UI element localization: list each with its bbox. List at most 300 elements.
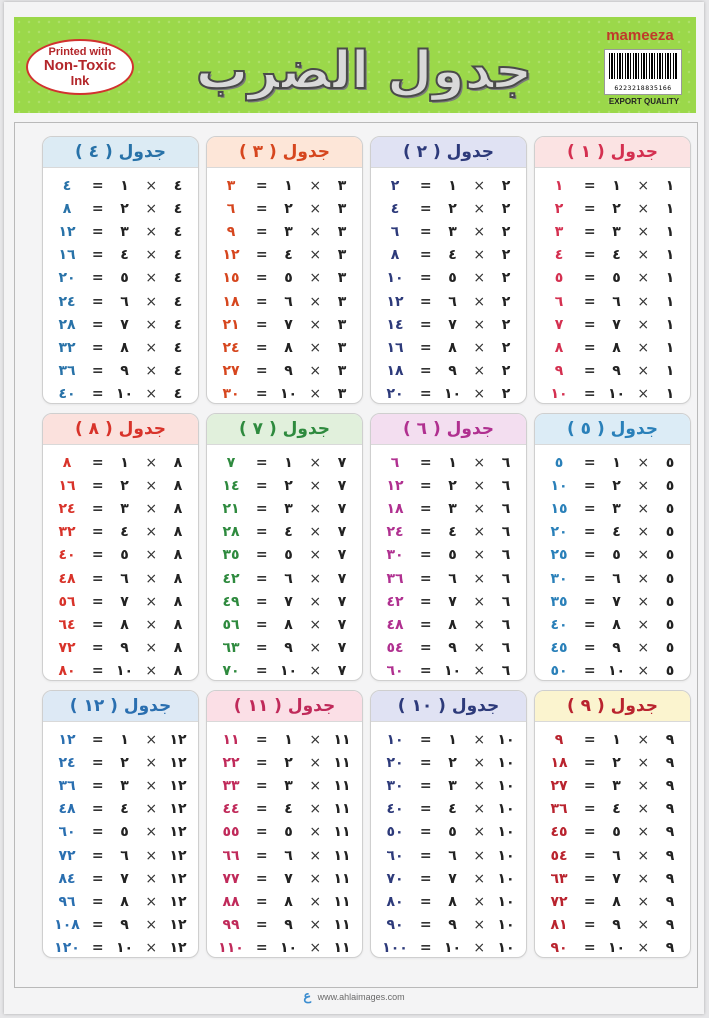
equals-sign: =: [419, 824, 432, 841]
times-sign: ×: [145, 477, 158, 494]
product: ٢٨: [222, 524, 240, 541]
multiplier: ٩: [612, 917, 621, 934]
table-title: جدول ( ١ ): [535, 137, 690, 168]
multiplier: ٤: [284, 247, 293, 264]
table-row: [381, 290, 516, 313]
multiplier: ٤: [612, 247, 621, 264]
table-row: [381, 751, 516, 774]
product: ٢٧: [550, 777, 568, 794]
multiplicand: ١١: [333, 940, 351, 957]
multiplier: ١٠: [279, 663, 298, 680]
badge-line-2: Non-Toxic: [43, 57, 117, 75]
table-title: جدول ( ٩ ): [535, 691, 690, 722]
multiplicand: ٥: [665, 524, 675, 541]
times-table-card: [370, 413, 527, 681]
equals-sign: =: [91, 339, 104, 356]
multiplicand: ١٠: [497, 754, 515, 771]
times-sign: ×: [473, 570, 486, 587]
multiplicand: ١: [665, 293, 675, 310]
multiplicand: ٩: [665, 917, 675, 934]
product: ٨٤: [58, 870, 76, 887]
table-row: [381, 774, 516, 797]
non-toxic-ink-badge: [26, 39, 134, 95]
multiplier: ٢: [284, 477, 293, 494]
table-row: [53, 290, 188, 313]
multiplier: ١٠: [443, 386, 462, 403]
table-row: [545, 497, 680, 520]
times-sign: ×: [309, 731, 322, 748]
multiplier: ٥: [120, 824, 129, 841]
multiplicand: ١٢: [169, 940, 187, 957]
multiplier: ٩: [284, 363, 293, 380]
table-row: [545, 544, 680, 567]
table-row: [217, 267, 352, 290]
multiplicand: ١: [665, 223, 675, 240]
times-sign: ×: [637, 293, 650, 310]
product: ٢٢: [222, 754, 240, 771]
times-table-card: [42, 413, 199, 681]
multiplier: ٣: [120, 500, 129, 517]
product: ٤٠: [386, 801, 404, 818]
multiplicand: ٤: [173, 363, 183, 380]
equals-sign: =: [583, 177, 596, 194]
multiplier: ٦: [284, 293, 293, 310]
multiplier: ٨: [284, 893, 293, 910]
multiplicand: ١: [665, 316, 675, 333]
table-title: جدول ( ١٢ ): [43, 691, 198, 722]
multiplicand: ٦: [501, 570, 511, 587]
table-row: [217, 220, 352, 243]
table-row: [53, 336, 188, 359]
multiplicand: ٢: [501, 270, 511, 287]
multiplicand: ١٠: [497, 824, 515, 841]
equals-sign: =: [255, 200, 268, 217]
times-sign: ×: [473, 477, 486, 494]
multiplier: ٥: [612, 270, 621, 287]
equals-sign: =: [91, 777, 104, 794]
table-row: [217, 613, 352, 636]
product: ٧: [226, 454, 236, 471]
table-row: [381, 937, 516, 958]
product: ٨٠: [58, 663, 76, 680]
multiplier: ٤: [120, 524, 129, 541]
table-row: [545, 474, 680, 497]
times-sign: ×: [145, 731, 158, 748]
export-quality-label: EXPORT QUALITY: [608, 97, 680, 106]
product: ١٨: [550, 754, 568, 771]
multiplier: ٤: [284, 801, 293, 818]
multiplier: ١٠: [607, 663, 626, 680]
product: ٦٤: [58, 616, 76, 633]
table-row: [53, 174, 188, 197]
multiplicand: ٥: [665, 593, 675, 610]
product: ٧٢: [550, 893, 568, 910]
multiplier: ١: [284, 177, 293, 194]
times-sign: ×: [309, 824, 322, 841]
multiplier: ٦: [284, 847, 293, 864]
table-row: [217, 174, 352, 197]
multiplier: ٨: [284, 616, 293, 633]
equals-sign: =: [255, 386, 268, 403]
product: ٣٦: [58, 363, 76, 380]
table-row: [217, 474, 352, 497]
multiplicand: ٩: [665, 824, 675, 841]
equals-sign: =: [583, 847, 596, 864]
multiplier: ٥: [448, 547, 457, 564]
multiplier: ٨: [448, 339, 457, 356]
equals-sign: =: [583, 870, 596, 887]
product: ٩: [554, 731, 564, 748]
times-sign: ×: [473, 316, 486, 333]
table-row: [381, 497, 516, 520]
table-row: [217, 774, 352, 797]
multiplicand: ٦: [501, 640, 511, 657]
times-table-card: [42, 690, 199, 958]
times-sign: ×: [145, 386, 158, 403]
product: ٤٩: [222, 593, 240, 610]
equals-sign: =: [583, 293, 596, 310]
product: ٤: [62, 177, 72, 194]
equals-sign: =: [91, 731, 104, 748]
times-sign: ×: [473, 200, 486, 217]
multiplicand: ٧: [337, 454, 347, 471]
times-sign: ×: [309, 500, 322, 517]
multiplicand: ٦: [501, 593, 511, 610]
equals-sign: =: [91, 524, 104, 541]
multiplicand: ٨: [173, 616, 183, 633]
equals-sign: =: [255, 777, 268, 794]
table-row: [545, 937, 680, 958]
product: ٦٦: [222, 847, 240, 864]
times-sign: ×: [145, 500, 158, 517]
multiplier: ٩: [120, 363, 129, 380]
times-sign: ×: [637, 500, 650, 517]
product: ٤٨: [386, 616, 404, 633]
equals-sign: =: [91, 270, 104, 287]
footer-url: www.ahlaimages.com: [317, 992, 405, 1002]
table-row: [381, 244, 516, 267]
product: ٢٤: [386, 524, 404, 541]
multiplicand: ٥: [665, 663, 675, 680]
multiplier: ١٠: [607, 386, 626, 403]
equals-sign: =: [91, 616, 104, 633]
product: ٨٠: [386, 893, 404, 910]
equals-sign: =: [91, 940, 104, 957]
multiplicand: ١١: [333, 847, 351, 864]
times-sign: ×: [309, 339, 322, 356]
times-sign: ×: [473, 339, 486, 356]
multiplicand: ٧: [337, 547, 347, 564]
table-row: [217, 914, 352, 937]
times-sign: ×: [473, 177, 486, 194]
times-sign: ×: [309, 316, 322, 333]
times-sign: ×: [473, 893, 486, 910]
times-sign: ×: [145, 339, 158, 356]
table-row: [545, 267, 680, 290]
table-row: [381, 867, 516, 890]
times-sign: ×: [309, 847, 322, 864]
times-sign: ×: [309, 270, 322, 287]
multiplicand: ٩: [665, 801, 675, 818]
multiplicand: ٩: [665, 940, 675, 957]
multiplicand: ١١: [333, 870, 351, 887]
table-row: [53, 660, 188, 681]
multiplicand: ٣: [337, 316, 347, 333]
multiplier: ٤: [448, 801, 457, 818]
times-sign: ×: [637, 640, 650, 657]
multiplicand: ٧: [337, 477, 347, 494]
table-row: [381, 197, 516, 220]
table-row: [381, 360, 516, 383]
equals-sign: =: [91, 293, 104, 310]
multiplicand: ٩: [665, 777, 675, 794]
multiplier: ٦: [284, 570, 293, 587]
equals-sign: =: [91, 893, 104, 910]
multiplicand: ٣: [337, 247, 347, 264]
multiplier: ٣: [284, 223, 293, 240]
equals-sign: =: [91, 247, 104, 264]
multiplier: ٣: [448, 500, 457, 517]
multiplicand: ٥: [665, 547, 675, 564]
times-sign: ×: [145, 247, 158, 264]
multiplier: ٢: [284, 200, 293, 217]
multiplicand: ١٠: [497, 893, 515, 910]
multiplier: ٧: [612, 870, 621, 887]
product: ٦٠: [386, 663, 404, 680]
times-sign: ×: [637, 270, 650, 287]
multiplier: ١: [612, 177, 621, 194]
multiplier: ٢: [448, 200, 457, 217]
equals-sign: =: [91, 917, 104, 934]
product: ٨: [62, 200, 72, 217]
table-row: [545, 590, 680, 613]
table-row: [545, 567, 680, 590]
product: ١٠٨: [54, 917, 80, 934]
multiplicand: ١: [665, 363, 675, 380]
times-sign: ×: [309, 547, 322, 564]
table-row: [381, 451, 516, 474]
equals-sign: =: [255, 363, 268, 380]
product: ٤٨: [58, 801, 76, 818]
product: ٤٠: [550, 616, 568, 633]
multiplicand: ٢: [501, 386, 511, 403]
equals-sign: =: [255, 870, 268, 887]
multiplicand: ٤: [173, 177, 183, 194]
multiplicand: ١٠: [497, 731, 515, 748]
multiplicand: ٩: [665, 870, 675, 887]
product: ١٨: [386, 500, 404, 517]
table-row: [53, 567, 188, 590]
product: ١٠٠: [382, 940, 408, 957]
product: ٣٥: [550, 593, 568, 610]
times-sign: ×: [145, 270, 158, 287]
product: ٢٠: [58, 270, 76, 287]
multiplicand: ١: [665, 339, 675, 356]
times-sign: ×: [473, 940, 486, 957]
table-row: [53, 220, 188, 243]
multiplier: ٣: [448, 777, 457, 794]
table-row: [381, 267, 516, 290]
multiplier: ٧: [448, 316, 457, 333]
product: ٤: [390, 200, 400, 217]
equals-sign: =: [91, 663, 104, 680]
product: ٣٠: [222, 386, 240, 403]
multiplicand: ١١: [333, 893, 351, 910]
equals-sign: =: [583, 940, 596, 957]
tables-grid: [29, 136, 689, 970]
product: ١٦: [58, 247, 76, 264]
multiplier: ٧: [284, 593, 293, 610]
equals-sign: =: [255, 223, 268, 240]
product: ١٢: [386, 477, 404, 494]
multiplier: ١٠: [443, 940, 462, 957]
equals-sign: =: [583, 339, 596, 356]
multiplier: ٩: [120, 640, 129, 657]
table-row: [53, 451, 188, 474]
times-sign: ×: [637, 893, 650, 910]
equals-sign: =: [255, 547, 268, 564]
times-sign: ×: [309, 200, 322, 217]
times-sign: ×: [309, 177, 322, 194]
multiplicand: ٣: [337, 293, 347, 310]
table-row: [545, 313, 680, 336]
multiplicand: ٧: [337, 570, 347, 587]
multiplicand: ٤: [173, 270, 183, 287]
multiplicand: ٤: [173, 247, 183, 264]
multiplicand: ٢: [501, 339, 511, 356]
table-row: [53, 590, 188, 613]
product: ٤: [554, 247, 564, 264]
multiplier: ٤: [284, 524, 293, 541]
times-sign: ×: [637, 316, 650, 333]
equals-sign: =: [419, 777, 432, 794]
times-sign: ×: [637, 524, 650, 541]
table-rows: [371, 722, 526, 958]
product: ٢٤: [58, 500, 76, 517]
equals-sign: =: [419, 547, 432, 564]
times-table-card: [370, 136, 527, 404]
product: ٥٦: [58, 593, 76, 610]
multiplier: ٤: [448, 524, 457, 541]
equals-sign: =: [91, 754, 104, 771]
table-row: [217, 728, 352, 751]
product: ٢٠: [386, 754, 404, 771]
equals-sign: =: [91, 363, 104, 380]
equals-sign: =: [583, 777, 596, 794]
times-sign: ×: [637, 847, 650, 864]
product: ٩: [226, 223, 236, 240]
product: ٤٥: [550, 640, 568, 657]
times-sign: ×: [309, 363, 322, 380]
product: ٥٠: [550, 663, 568, 680]
times-sign: ×: [145, 663, 158, 680]
multiplier: ٧: [612, 593, 621, 610]
times-sign: ×: [145, 824, 158, 841]
multiplier: ٦: [120, 293, 129, 310]
product: ٨: [390, 247, 400, 264]
times-sign: ×: [145, 616, 158, 633]
multiplicand: ٦: [501, 663, 511, 680]
product: ٣٢: [58, 524, 76, 541]
equals-sign: =: [255, 477, 268, 494]
multiplicand: ٧: [337, 663, 347, 680]
times-sign: ×: [473, 640, 486, 657]
equals-sign: =: [419, 247, 432, 264]
equals-sign: =: [91, 824, 104, 841]
times-sign: ×: [473, 386, 486, 403]
equals-sign: =: [419, 524, 432, 541]
times-sign: ×: [145, 547, 158, 564]
equals-sign: =: [419, 870, 432, 887]
product: ١١: [222, 731, 240, 748]
table-title: جدول ( ٢ ): [371, 137, 526, 168]
times-sign: ×: [145, 917, 158, 934]
multiplier: ٥: [448, 270, 457, 287]
times-table-card: [534, 690, 691, 958]
equals-sign: =: [91, 547, 104, 564]
multiplicand: ١٢: [169, 847, 187, 864]
table-title: جدول ( ١١ ): [207, 691, 362, 722]
multiplicand: ٨: [173, 454, 183, 471]
times-sign: ×: [145, 940, 158, 957]
table-row: [381, 590, 516, 613]
multiplicand: ٢: [501, 177, 511, 194]
table-row: [217, 451, 352, 474]
product: ١٠: [550, 386, 568, 403]
multiplicand: ٦: [501, 616, 511, 633]
equals-sign: =: [91, 177, 104, 194]
equals-sign: =: [419, 270, 432, 287]
equals-sign: =: [583, 363, 596, 380]
barcode-digits: 6223218835166: [614, 84, 672, 92]
table-row: [53, 244, 188, 267]
multiplier: ٦: [448, 570, 457, 587]
product: ٦: [554, 293, 564, 310]
product: ٣٠: [550, 570, 568, 587]
multiplier: ٧: [120, 316, 129, 333]
equals-sign: =: [255, 616, 268, 633]
product: ٥٥: [222, 824, 240, 841]
product: ٥٤: [386, 640, 404, 657]
product: ١٦: [58, 477, 76, 494]
equals-sign: =: [91, 454, 104, 471]
table-row: [53, 890, 188, 913]
equals-sign: =: [583, 386, 596, 403]
times-sign: ×: [637, 663, 650, 680]
product: ١٢: [58, 731, 76, 748]
multiplier: ٥: [120, 270, 129, 287]
product: ٢٠: [550, 524, 568, 541]
multiplicand: ٢: [501, 363, 511, 380]
table-title: جدول ( ٧ ): [207, 414, 362, 445]
equals-sign: =: [583, 200, 596, 217]
multiplicand: ١٠: [497, 847, 515, 864]
multiplicand: ١٠: [497, 801, 515, 818]
multiplicand: ٢: [501, 200, 511, 217]
equals-sign: =: [419, 477, 432, 494]
equals-sign: =: [419, 363, 432, 380]
multiplier: ٦: [612, 570, 621, 587]
equals-sign: =: [91, 570, 104, 587]
product: ٢٠: [386, 386, 404, 403]
multiplicand: ١٢: [169, 917, 187, 934]
times-table-card: [206, 136, 363, 404]
product: ٢٤: [222, 339, 240, 356]
equals-sign: =: [255, 801, 268, 818]
times-sign: ×: [145, 870, 158, 887]
product: ٧٧: [222, 870, 240, 887]
multiplier: ١٠: [115, 386, 134, 403]
